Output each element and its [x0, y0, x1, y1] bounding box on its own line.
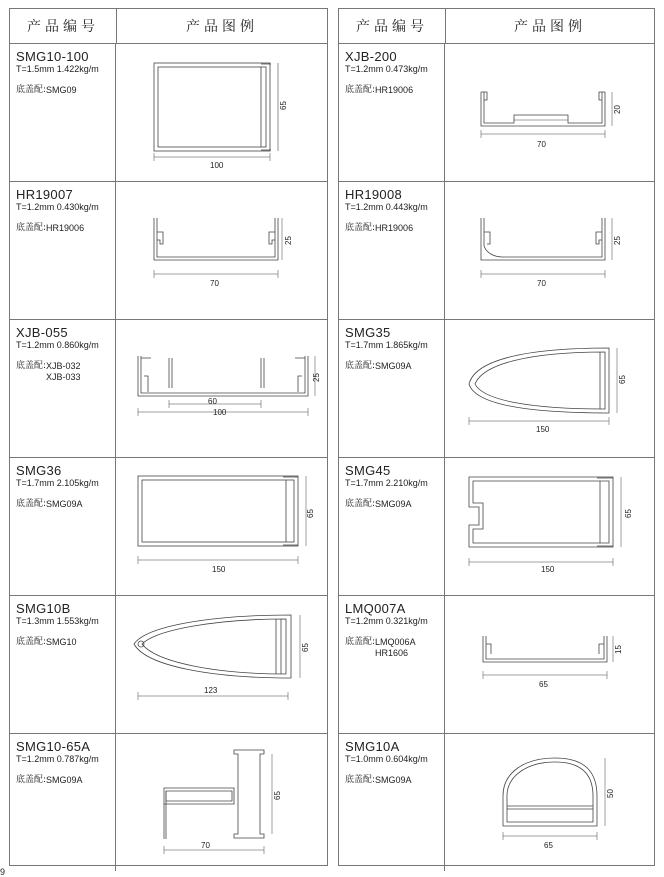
table-header	[10, 9, 327, 44]
cover-label: 底盖配:	[16, 361, 47, 371]
cover-label: 底盖配:	[345, 85, 376, 95]
product-info	[339, 596, 445, 733]
product-row	[339, 734, 654, 871]
header-product-figure: 产品图例	[186, 19, 258, 35]
cover-label: 底盖配:	[345, 361, 376, 371]
cover-fit	[345, 361, 444, 372]
page-number: 9	[0, 867, 6, 877]
profile-drawing	[445, 320, 654, 457]
profile-drawing	[116, 458, 327, 595]
header-product-figure: 产品图例	[514, 19, 586, 35]
dim-width: 65	[539, 680, 548, 689]
product-code: SMG45	[345, 463, 391, 478]
cover-code: XJB-033	[46, 372, 81, 382]
product-info	[339, 182, 445, 319]
cover-code: XJB-032	[46, 361, 81, 371]
dim-width: 100	[210, 161, 224, 170]
dim-width: 70	[537, 140, 546, 149]
product-spec: T=1.2mm 0.443kg/m	[345, 202, 428, 212]
profile-drawing	[116, 320, 327, 457]
product-spec: T=1.7mm 2.210kg/m	[345, 478, 428, 488]
table-header	[339, 9, 654, 44]
product-row	[10, 182, 327, 320]
cover-code: LMQ006A	[375, 637, 416, 647]
cover-label: 底盖配:	[345, 223, 376, 233]
cover-label: 底盖配:	[16, 637, 47, 647]
product-code: SMG35	[345, 325, 391, 340]
dim-height: 65	[279, 101, 288, 110]
dim-width: 70	[210, 279, 219, 288]
cover-fit	[16, 361, 115, 383]
cover-label: 底盖配:	[16, 775, 47, 785]
product-code: LMQ007A	[345, 601, 406, 616]
profile-drawing	[116, 182, 327, 319]
product-info	[10, 182, 116, 319]
product-code: SMG10A	[345, 739, 400, 754]
dim-width: 123	[204, 686, 218, 695]
product-spec: T=1.2mm 0.860kg/m	[16, 340, 99, 350]
product-code: SMG10-100	[16, 49, 89, 64]
cover-code: SMG09A	[375, 775, 412, 785]
profile-drawing	[445, 182, 654, 319]
cover-label: 底盖配:	[345, 775, 376, 785]
product-info	[10, 44, 116, 181]
product-info	[339, 458, 445, 595]
cover-code: SMG09A	[46, 775, 83, 785]
dim-height: 25	[284, 236, 293, 245]
dim-inner-width: 60	[208, 397, 217, 406]
product-row	[339, 44, 654, 182]
dim-width: 70	[201, 841, 210, 850]
product-row	[10, 44, 327, 182]
product-info	[10, 320, 116, 457]
dim-width: 150	[541, 565, 555, 574]
product-spec: T=1.2mm 0.787kg/m	[16, 754, 99, 764]
header-product-code: 产品编号	[339, 9, 446, 43]
cover-code: HR19006	[46, 223, 85, 233]
product-code: SMG36	[16, 463, 62, 478]
dim-height: 20	[613, 105, 622, 114]
cover-code: HR19006	[375, 223, 414, 233]
header-product-code: 产品编号	[10, 9, 117, 43]
cover-fit	[16, 85, 115, 96]
dim-height: 25	[312, 373, 321, 382]
profile-drawing	[116, 734, 327, 871]
profile-drawing	[445, 44, 654, 181]
dim-height: 65	[273, 791, 282, 800]
product-code: HR19007	[16, 187, 74, 202]
product-row	[10, 734, 327, 871]
cover-fit	[16, 223, 115, 234]
profile-drawing	[445, 458, 654, 595]
catalog-table-right	[338, 8, 655, 866]
cover-fit	[345, 499, 444, 510]
dim-height: 65	[306, 509, 315, 518]
profile-drawing	[445, 734, 654, 871]
profile-drawing	[116, 596, 327, 733]
dim-height: 50	[606, 789, 615, 798]
product-code: XJB-200	[345, 49, 397, 64]
cover-fit	[345, 637, 444, 659]
product-code: SMG10B	[16, 601, 71, 616]
cover-label: 底盖配:	[16, 85, 47, 95]
cover-code: SMG09A	[46, 499, 83, 509]
cover-label: 底盖配:	[345, 499, 376, 509]
product-row	[339, 320, 654, 458]
cover-fit	[16, 637, 115, 648]
product-code: SMG10-65A	[16, 739, 91, 754]
product-spec: T=1.3mm 1.553kg/m	[16, 616, 99, 626]
catalog-table-left	[9, 8, 328, 866]
dim-height: 65	[618, 375, 627, 384]
dim-width: 150	[212, 565, 226, 574]
product-info	[339, 734, 445, 871]
cover-label: 底盖配:	[345, 637, 376, 647]
cover-code: SMG10	[46, 637, 77, 647]
product-info	[10, 734, 116, 871]
product-spec: T=1.2mm 0.430kg/m	[16, 202, 99, 212]
dim-height: 65	[624, 509, 633, 518]
cover-fit	[16, 775, 115, 786]
product-spec: T=1.2mm 0.321kg/m	[345, 616, 428, 626]
product-row	[10, 458, 327, 596]
product-spec: T=1.0mm 0.604kg/m	[345, 754, 428, 764]
product-row	[10, 596, 327, 734]
cover-code: SMG09A	[375, 499, 412, 509]
product-row	[339, 182, 654, 320]
product-row	[10, 320, 327, 458]
dim-width: 65	[544, 841, 553, 850]
dim-height: 65	[301, 643, 310, 652]
cover-fit	[345, 775, 444, 786]
cover-code: SMG09A	[375, 361, 412, 371]
product-row	[339, 596, 654, 734]
cover-fit	[16, 499, 115, 510]
product-spec: T=1.2mm 0.473kg/m	[345, 64, 428, 74]
profile-drawing	[116, 44, 327, 181]
product-code: XJB-055	[16, 325, 68, 340]
cover-label: 底盖配:	[16, 499, 47, 509]
dim-width: 70	[537, 279, 546, 288]
product-spec: T=1.7mm 1.865kg/m	[345, 340, 428, 350]
cover-code: HR19006	[375, 85, 414, 95]
cover-label: 底盖配:	[16, 223, 47, 233]
cover-fit	[345, 223, 444, 234]
product-code: HR19008	[345, 187, 403, 202]
product-info	[339, 44, 445, 181]
product-info	[339, 320, 445, 457]
product-row	[339, 458, 654, 596]
product-spec: T=1.7mm 2.105kg/m	[16, 478, 99, 488]
product-info	[10, 458, 116, 595]
dim-width: 150	[536, 425, 550, 434]
dim-height: 15	[614, 645, 623, 654]
product-info	[10, 596, 116, 733]
profile-drawing	[445, 596, 654, 733]
dim-width: 100	[213, 408, 227, 417]
product-spec: T=1.5mm 1.422kg/m	[16, 64, 99, 74]
cover-code: HR1606	[375, 648, 409, 658]
cover-fit	[345, 85, 444, 96]
cover-code: SMG09	[46, 85, 77, 95]
dim-height: 25	[613, 236, 622, 245]
